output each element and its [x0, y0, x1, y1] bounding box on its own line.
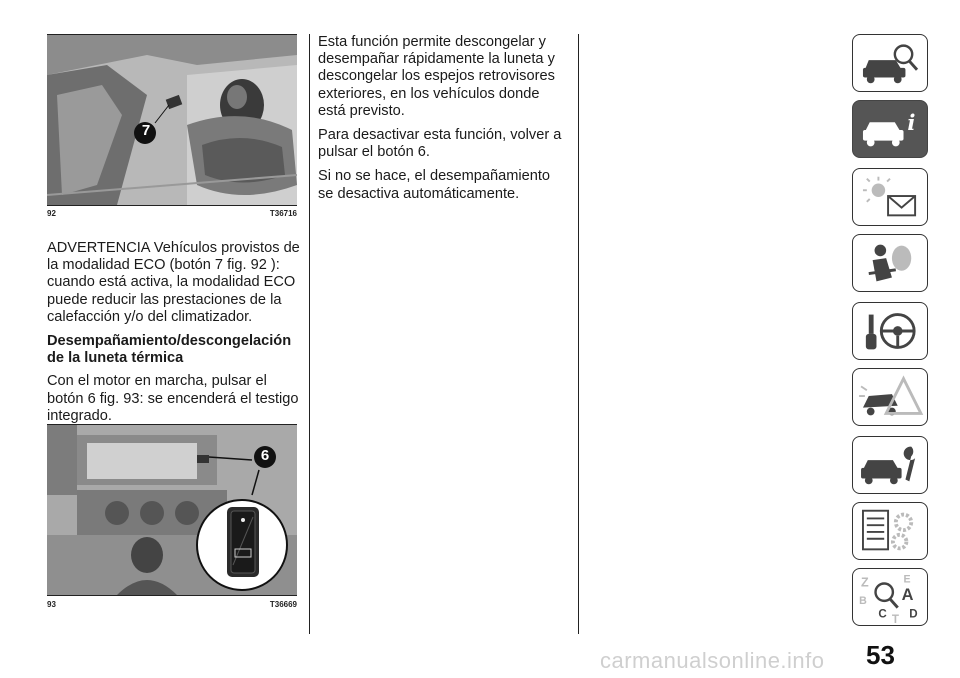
defrost-instruction-paragraph: Con el motor en marcha, pulsar el botón 6 fig. 93: se encenderá el testigo integrado.	[47, 373, 299, 424]
function-description-paragraph: Esta función permite descongelar y desempañar rápidamente la luneta y descongelar los espejos retrovisores exteriores, en los vehículos donde está previsto.	[318, 34, 555, 119]
alphabet-search-icon	[853, 569, 927, 625]
figure-92-number: 92	[47, 209, 56, 218]
tab-car-info[interactable]	[852, 100, 928, 158]
watermark-text: carmanualsonline.info	[600, 648, 825, 673]
right-column-text	[318, 34, 568, 210]
figure-92-caption	[47, 209, 297, 218]
svg-text:E: E	[903, 573, 911, 586]
airbag-person-icon	[853, 235, 927, 291]
figure-93-caption	[47, 600, 297, 609]
tab-key-steering[interactable]	[852, 302, 928, 360]
car-wrench-icon	[853, 437, 927, 493]
figure-93-image	[47, 424, 297, 596]
svg-text:C: C	[878, 608, 887, 621]
column-divider-left	[309, 34, 310, 634]
deactivate-instruction-paragraph: Para desactivar esta función, volver a pulsar el botón 6.	[318, 127, 562, 161]
eco-warning-paragraph: ADVERTENCIA Vehículos provistos de la modalidad ECO (botón 7 fig. 92 ): cuando está activa, la modalidad ECO puede reducir las prestaciones de la calefacción y/o del climatizador.	[47, 240, 300, 325]
car-search-icon	[853, 35, 927, 91]
left-column-text	[47, 240, 302, 432]
car-warning-triangle-icon	[853, 369, 927, 425]
tab-car-warning[interactable]	[852, 368, 928, 426]
section-heading: Desempañamiento/descongelación de la luneta térmica	[47, 333, 292, 367]
tab-list-gears[interactable]	[852, 502, 928, 560]
car-info-icon	[853, 101, 927, 157]
figure-93-number: 93	[47, 600, 56, 609]
tab-car-wrench[interactable]	[852, 436, 928, 494]
page-number: 53	[866, 640, 895, 670]
svg-text:A: A	[901, 585, 914, 604]
figure-92-code: T36716	[269, 209, 297, 218]
lights-message-icon	[853, 169, 927, 225]
svg-text:i: i	[907, 110, 916, 136]
list-gears-icon	[853, 503, 927, 559]
figure-93-code: T36669	[269, 600, 297, 609]
tab-alphabet-index[interactable]	[852, 568, 928, 626]
callout-6: 6	[260, 447, 270, 464]
callout-7: 7	[141, 122, 151, 139]
svg-text:D: D	[909, 608, 918, 621]
tab-airbag[interactable]	[852, 234, 928, 292]
tab-lights-message[interactable]	[852, 168, 928, 226]
key-steering-wheel-icon	[853, 303, 927, 359]
figure-92-image	[47, 34, 297, 206]
gear-shift-eco-illustration	[47, 35, 297, 205]
svg-text:T: T	[891, 614, 900, 625]
svg-text:B: B	[859, 594, 867, 607]
column-divider-right	[578, 34, 579, 634]
auto-deactivation-paragraph: Si no se hace, el desempañamiento se desactiva automáticamente.	[318, 168, 551, 202]
svg-text:Z: Z	[861, 575, 869, 590]
tab-car-search[interactable]	[852, 34, 928, 92]
